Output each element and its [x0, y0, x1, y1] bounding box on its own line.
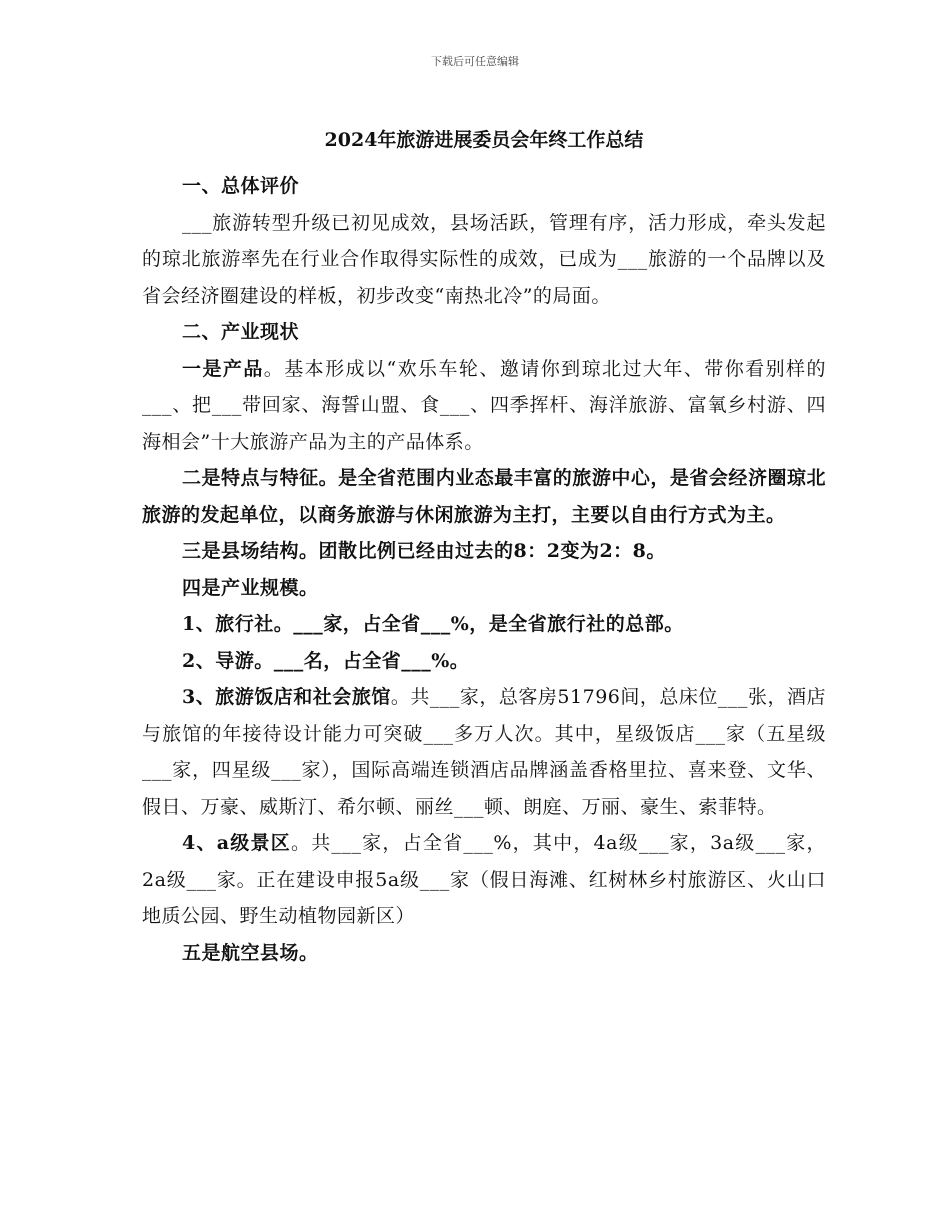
paragraph-products	[142, 351, 826, 461]
item-hotels	[142, 679, 826, 825]
item-scenic-areas-lead: 4、a级景区	[182, 832, 291, 854]
paragraph-market-structure: 三是县场结构。团散比例已经由过去的8：2变为2：8。	[182, 540, 666, 562]
item-scenic-areas-body: 。共___家，占全省___%，其中，4a级___家，3a级___家，2a级___家。正在建设申报5a级___家（假日海滩、红树林乡村旅游区、火山口地质公园、野生动植物园新区）	[142, 832, 826, 927]
document-body	[142, 122, 826, 971]
paragraph-products-body: 。基本形成以“欢乐车轮、邀请你到琼北过大年、带你看别样的___、把___带回家、海誓山盟、食___、四季挥杆、海洋旅游、富氧乡村游、四海相会”十大旅游产品为主的产品体系。	[142, 357, 826, 453]
item-travel-agencies: 1、旅行社。___家，占全省___%，是全省旅行社的总部。	[182, 613, 684, 635]
item-tour-guides: 2、导游。___名，占全省___%。	[182, 649, 470, 672]
item-hotels-body: 。共___家，总客房51796间，总床位___张，酒店与旅馆的年接待设计能力可突破___多万人次。其中，星级饭店___家（五星级___家，四星级___家），国际高端连锁酒店品牌涵盖香格里拉、喜来登、文华、假日、万豪、威斯汀、希尔顿、丽丝___顿、朗庭、万丽、豪生、索菲特。	[142, 686, 826, 818]
paragraph-industry-scale: 四是产业规模。	[182, 576, 319, 599]
section-overall-body: ___旅游转型升级已初见成效，县场活跃，管理有序，活力形成，牵头发起的琼北旅游率先在行业合作取得实际性的成效，已成为___旅游的一个品牌以及省会经济圈建设的样板，初步改变“南热北冷”的局面。	[142, 211, 826, 307]
item-hotels-lead: 3、旅游饭店和社会旅馆	[182, 686, 391, 708]
paragraph-products-lead: 一是产品	[182, 357, 264, 380]
section-heading-overall: 一、总体评价	[182, 175, 300, 197]
paragraph-features: 二是特点与特征。是全省范围内业态最丰富的旅游中心，是省会经济圈琼北旅游的发起单位，以商务旅游与休闲旅游为主打，主要以自由行方式为主。	[142, 467, 826, 526]
page-header-note: 下载后可任意编辑	[431, 55, 519, 68]
document-title: 2024年旅游进展委员会年终工作总结	[324, 129, 644, 151]
item-scenic-areas	[142, 825, 826, 935]
section-heading-industry: 二、产业现状	[182, 321, 300, 343]
paragraph-aviation-market: 五是航空县场。	[182, 941, 319, 964]
